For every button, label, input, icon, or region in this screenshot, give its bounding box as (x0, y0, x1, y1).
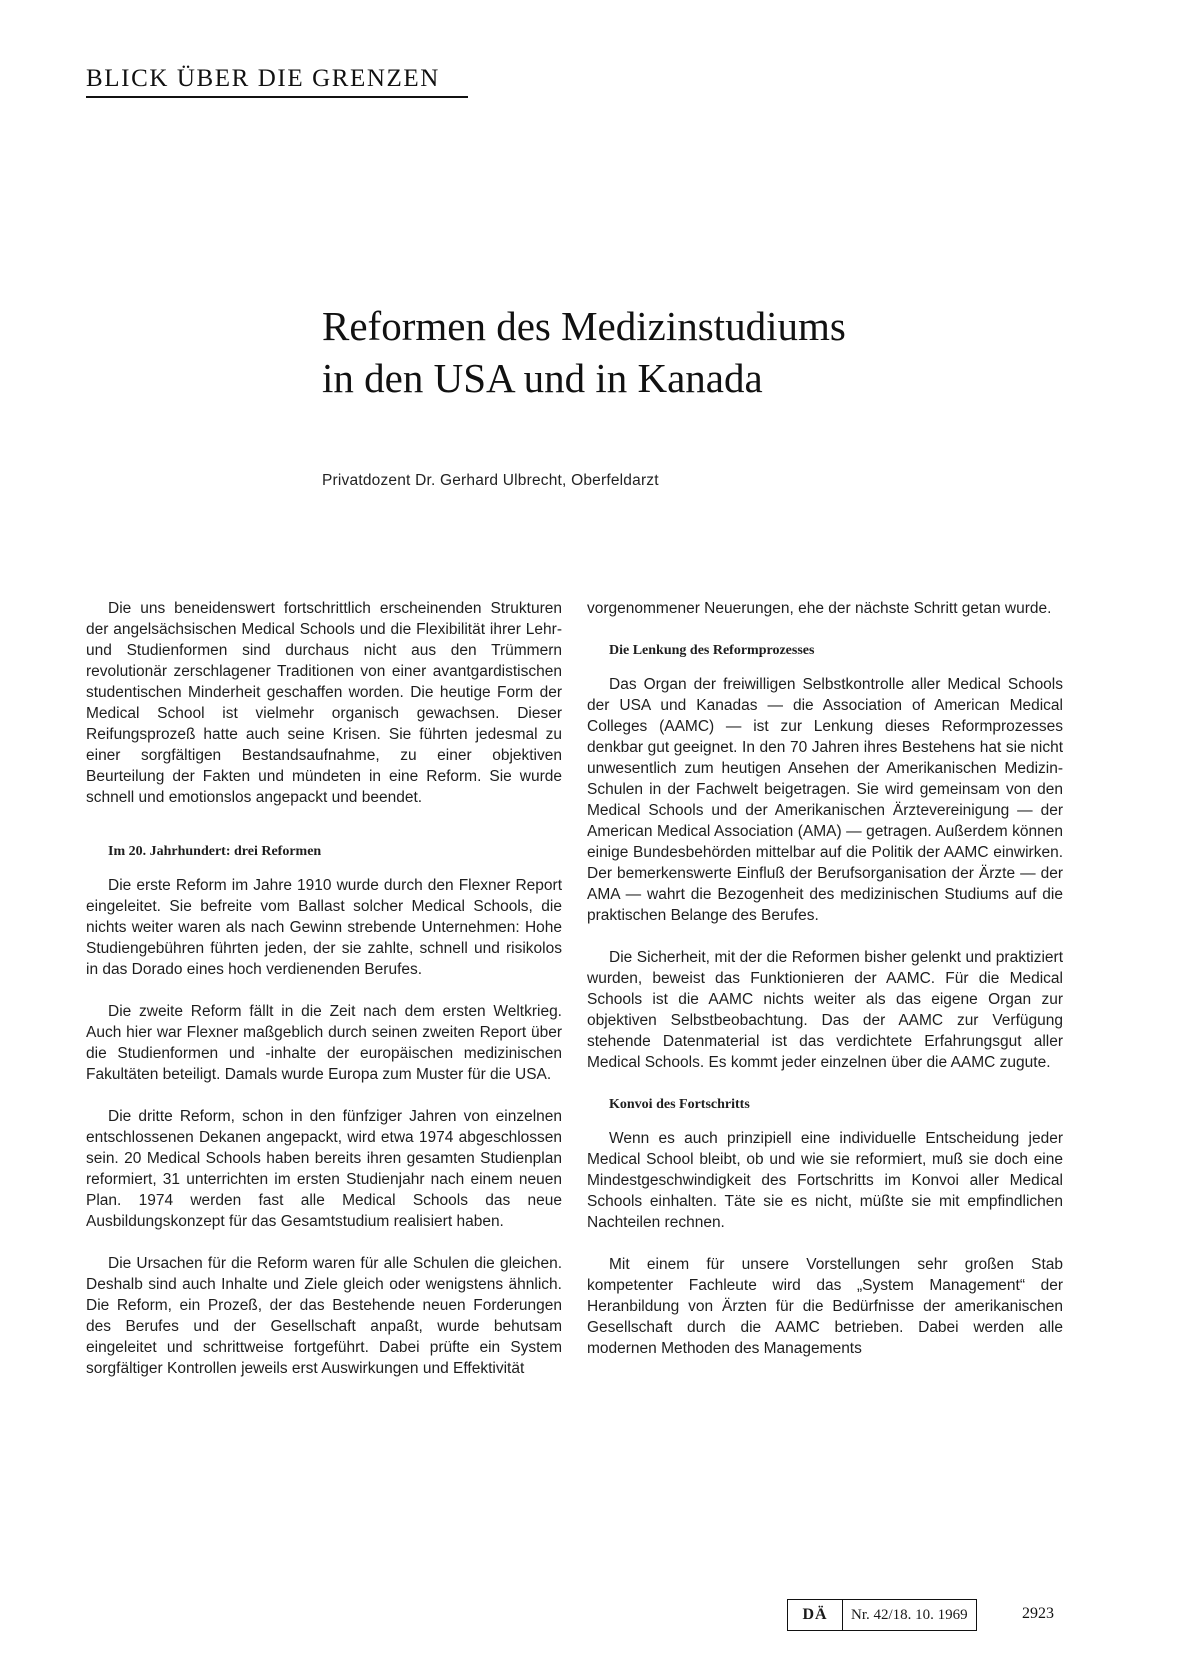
section-header: BLICK ÜBER DIE GRENZEN (86, 64, 468, 98)
paragraph: Die erste Reform im Jahre 1910 wurde durch den Flexner Report eingeleitet. Sie befreite vom Ballast solcher Medical Schools, die nichts weiter waren als nach Gewinn strebende Unternehmen: Hohe Studiengebühren führten jeden, der sie zahlte, schnell und risikolos in das Dorado eines hoch verdienenden Berufes. (86, 877, 562, 978)
paragraph: Die Ursachen für die Reform waren für alle Schulen die gleichen. Deshalb sind auch Inhalte und Ziele gleich oder wenigstens ähnlich. Die Reform, ein Prozeß, der das Bestehende neuen Forderungen des Berufes und der Gesellschaft anpaßt, wurde behutsam eingeleitet und schrittweise fortgeführt. Dabei prüfte ein System sorgfältiger Kontrollen jeweils erst Auswirkungen und Effektivität (86, 1255, 562, 1377)
paragraph: Die zweite Reform fällt in die Zeit nach dem ersten Weltkrieg. Auch hier war Flexner maßgeblich durch seinen zweiten Report über die Studienformen und -inhalte der europäischen medizinischen Fakultäten beteiligt. Damals wurde Europa zum Muster für die USA. (86, 1003, 562, 1083)
page-number: 2923 (1022, 1605, 1054, 1622)
paragraph: Die Sicherheit, mit der die Reformen bisher gelenkt und praktiziert wurden, beweist das Funktionieren der AAMC. Für die Medical Schools ist die AAMC nichts weiter als das eigene Organ zur objektiven Selbstbeobachtung. Das der AAMC zur Verfügung stehende Datenmaterial ist das verdichtete Erfahrungsgut aller Medical Schools. Es kommt jeder einzelnen über die AAMC zugute. (587, 949, 1063, 1071)
paragraph: Wenn es auch prinzipiell eine individuelle Entscheidung jeder Medical School bleibt, ob und wie sie reformiert, muß sie doch eine Mindestgeschwindigkeit des Fortschritts im Konvoi aller Medical Schools einhalten. Täte sie es nicht, müßte sie mit empfindlichen Nachteilen rechnen. (587, 1130, 1063, 1231)
subheading: Die Lenkung des Reformprozesses (609, 643, 815, 658)
paragraph: Mit einem für unsere Vorstellungen sehr großen Stab kompetenter Fachleute wird das „System Management“ der Heranbildung von Ärzten für die Bedürfnisse der amerikanischen Gesellschaft durch die AAMC betrieben. Dabei werden alle modernen Methoden des Managements (587, 1256, 1063, 1357)
journal-logo: DÄ (788, 1600, 843, 1630)
article-title (322, 300, 1122, 404)
right-column (587, 598, 1063, 1380)
subheading: Im 20. Jahrhundert: drei Reformen (108, 844, 322, 859)
subheading: Konvoi des Fortschritts (609, 1097, 750, 1112)
article-title-line-2: in den USA und in Kanada (322, 355, 763, 401)
paragraph: Das Organ der freiwilligen Selbstkontrolle aller Medical Schools der USA und Kanadas — die Association of American Medical Colleges (AAMC) — ist zur Lenkung dieses Reformprozesses denkbar gut geeignet. In den 70 Jahren ihres Bestehens hat sie nicht unwesentlich zum heutigen Ansehen der Amerikanischen Medizin-Schulen in der Fachwelt beigetragen. Sie wird gemeinsam von den Medical Schools und der Amerikanischen Ärztevereinigung — der American Medical Association (AMA) — getragen. Außerdem können einige Bundesbehörden mittelbar auf die Politik der AAMC einwirken. Der bemerkenswerte Einfluß der Berufsorganisation der Ärzte — der AMA — wahrt die Bezogenheit des medizinischen Studiums auf die praktischen Belange des Berufes. (587, 676, 1063, 924)
journal-footer-box (787, 1599, 977, 1631)
paragraph: Die uns beneidenswert fortschrittlich erscheinenden Strukturen der angelsächsischen Medical Schools und die Flexibilität ihrer Lehr- und Studienformen sind durchaus nicht aus den Trümmern revolutionär zerschlagener Traditionen von einer avantgardistischen studentischen Minderheit geschaffen worden. Die heutige Form der Medical School ist vielmehr organisch gewachsen. Dieser Reifungsprozeß hatte auch seine Krisen. Sie führten jedesmal zu einer sorgfältigen Bestandsaufnahme, zu einer objektiven Beurteilung der Fakten und mündeten in eine Reform. Sie wurde schnell und emotionslos angepackt und beendet. (86, 600, 562, 806)
issue-info: Nr. 42/18. 10. 1969 (851, 1606, 968, 1623)
paragraph: vorgenommener Neuerungen, ehe der nächste Schritt getan wurde. (587, 600, 1052, 617)
article-author: Privatdozent Dr. Gerhard Ulbrecht, Oberfeldarzt (322, 472, 659, 489)
left-column (86, 598, 562, 1400)
article-title-line-1: Reformen des Medizinstudiums (322, 303, 846, 349)
paragraph: Die dritte Reform, schon in den fünfziger Jahren von einzelnen entschlossenen Dekanen angepackt, wird etwa 1974 abgeschlossen sein. 20 Medical Schools haben bereits ihren gesamten Studienplan reformiert, 31 unterrichten im ersten Studienjahr nach einem neuen Plan. 1974 werden fast alle Medical Schools das neue Ausbildungskonzept für das Gesamtstudium realisiert haben. (86, 1108, 562, 1230)
